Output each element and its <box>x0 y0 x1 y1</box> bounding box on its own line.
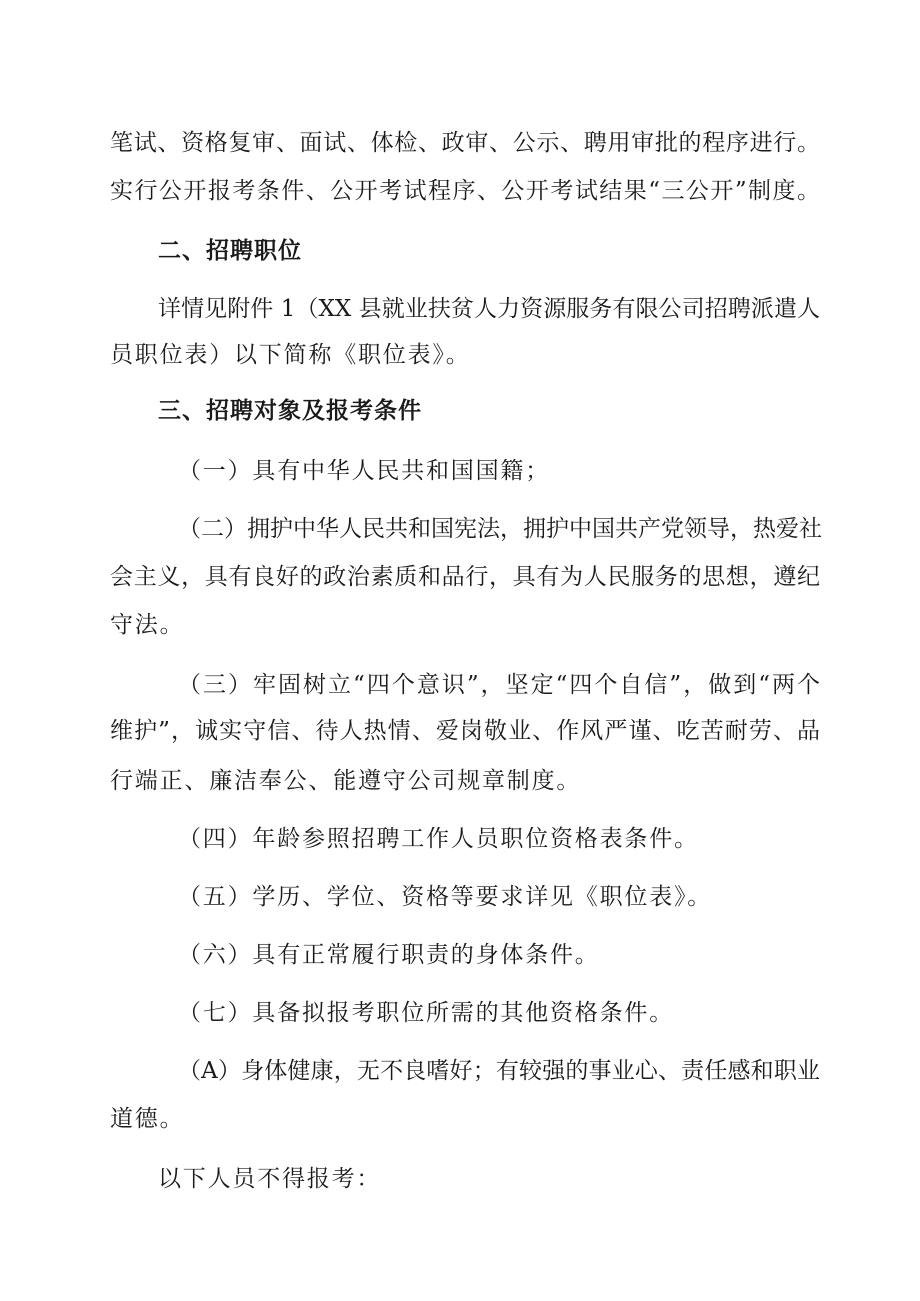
section-2-heading: 二、招聘职位 <box>158 238 302 264</box>
condition-item-3-line-3: 行端正、廉洁奉公、能遵守公司规章制度。 <box>110 768 582 794</box>
condition-item-a-line-2: 道德。 <box>110 1106 185 1132</box>
condition-item-7: （七）具备拟报考职位所需的其他资格条件。 <box>178 1000 674 1026</box>
section-2-body-line-1: 详情见附件 1（XX 县就业扶贫人力资源服务有限公司招聘派遣人 <box>158 296 820 322</box>
intro-line-2: 实行公开报考条件、公开考试程序、公开考试结果“三公开”制度。 <box>110 178 820 204</box>
condition-item-2-line-3: 守法。 <box>110 612 185 638</box>
intro-line-1: 笔试、资格复审、面试、体检、政审、公示、聘用审批的程序进行。 <box>110 130 820 156</box>
condition-item-6: （六）具有正常履行职责的身体条件。 <box>178 942 600 968</box>
exclusion-intro: 以下人员不得报考： <box>158 1166 382 1192</box>
section-2-body-line-2: 员职位表）以下简称《职位表》。 <box>110 342 471 368</box>
condition-item-2-line-2: 会主义，具有良好的政治素质和品行，具有为人民服务的思想，遵纪 <box>110 564 820 590</box>
condition-item-4: （四）年龄参照招聘工作人员职位资格表条件。 <box>178 826 699 852</box>
condition-item-2-line-1: （二）拥护中华人民共和国宪法，拥护中国共产党领导，热爱社 <box>178 516 822 542</box>
condition-item-5: （五）学历、学位、资格等要求详见《职位表》。 <box>178 884 713 910</box>
condition-item-1: （一）具有中华人民共和国国籍； <box>178 458 550 484</box>
condition-item-a-line-1: （A）身体健康，无不良嗜好；有较强的事业心、责任感和职业 <box>178 1058 820 1084</box>
condition-item-3-line-1: （三）牢固树立“四个意识”，坚定“四个自信”，做到“两个 <box>178 672 820 698</box>
condition-item-3-line-2: 维护”，诚实守信、待人热情、爱岗敬业、作风严谨、吃苦耐劳、品 <box>110 718 820 744</box>
section-3-heading: 三、招聘对象及报考条件 <box>158 398 422 424</box>
